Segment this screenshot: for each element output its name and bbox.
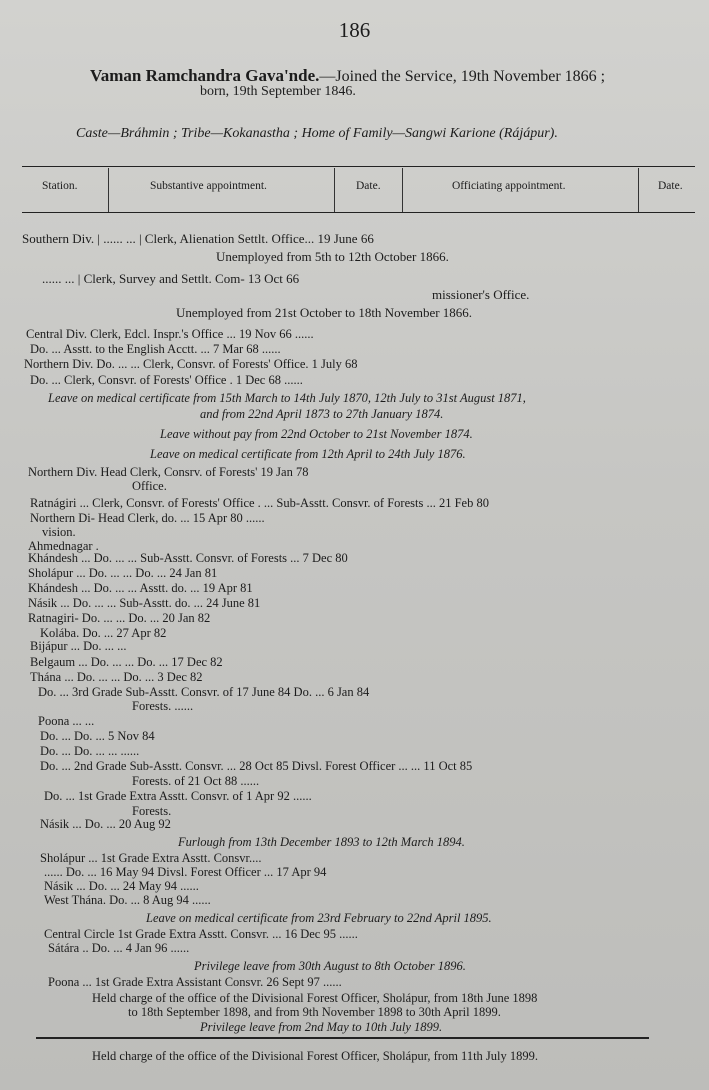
- record-line: Sholápur ... Do. ... ... Do. ... 24 Jan 81: [28, 566, 218, 580]
- record-line: Belgaum ... Do. ... ... Do. ... 17 Dec 82: [30, 655, 223, 669]
- column-divider: [108, 168, 109, 212]
- record-line: Násik ... Do. ... ... Sub-Asstt. do. ... 24 June 81: [28, 596, 261, 610]
- record-line: vision.: [42, 525, 76, 539]
- record-line: Central Circle 1st Grade Extra Asstt. Consvr. ... 16 Dec 95 ......: [44, 927, 358, 941]
- record-line: missioner's Office.: [432, 287, 530, 302]
- birth-text: born, 19th September 1846.: [200, 84, 356, 99]
- officer-name: Vaman Ramchandra Gava'nde.: [90, 66, 320, 85]
- table-bottom-rule: [36, 1037, 649, 1039]
- record-line: Do. ... Clerk, Consvr. of Forests' Office . 1 Dec 68 ......: [30, 373, 303, 387]
- column-divider: [334, 168, 335, 212]
- record-line: Khándesh ... Do. ... ... Sub-Asstt. Consvr. of Forests ... 7 Dec 80: [28, 551, 348, 565]
- record-line: Do. ... Do. ... ... ......: [40, 744, 140, 758]
- record-line: Ratnagiri- Do. ... ... Do. ... 20 Jan 82: [28, 611, 211, 625]
- record-line: Forests. of 21 Oct 88 ......: [132, 774, 260, 788]
- record-line: Unemployed from 21st October to 18th November 1866.: [176, 305, 473, 320]
- record-line: Khándesh ... Do. ... ... Asstt. do. ... 19 Apr 81: [28, 581, 253, 595]
- record-line: Sátára .. Do. ... 4 Jan 96 ......: [48, 941, 190, 955]
- record-line: Kolába. Do. ... 27 Apr 82: [40, 626, 167, 640]
- record-line: Office.: [132, 479, 167, 493]
- record-line: Central Div. Clerk, Edcl. Inspr.'s Office ... 19 Nov 66 ......: [26, 327, 314, 341]
- record-line: Unemployed from 5th to 12th October 1866.: [216, 249, 449, 264]
- table-top-rule: [22, 166, 695, 167]
- caste-line: Caste—Bráhmin ; Tribe—Kokanastha ; Home of Family—Sangwi Karione (Rájápur).: [76, 126, 558, 141]
- record-line: Ratnágiri ... Clerk, Consvr. of Forests' Office . ... Sub-Asstt. Consvr. of Forests ... 21 Feb 80: [30, 496, 489, 510]
- record-line: Bijápur ... Do. ... ...: [30, 639, 127, 653]
- record-line: Do. ... Do. ... 5 Nov 84: [40, 729, 155, 743]
- record-line: Northern Div. Do. ... ... Clerk, Consvr. of Forests' Office. 1 July 68: [24, 357, 358, 371]
- record-line: Thána ... Do. ... ... Do. ... 3 Dec 82: [30, 670, 203, 684]
- record-line: Ahmednagar .: [28, 539, 99, 553]
- record-line: Northern Di- Head Clerk, do. ... 15 Apr 80 ......: [30, 511, 265, 525]
- record-line: Násik ... Do. ... 20 Aug 92: [40, 817, 171, 831]
- record-line: Do. ... 2nd Grade Sub-Asstt. Consvr. ... 28 Oct 85 Divsl. Forest Officer ... ... 11 Oct 85: [40, 759, 473, 773]
- record-line: Do. ... Asstt. to the English Acctt. ... 7 Mar 68 ......: [30, 342, 281, 356]
- column-header-station: Station.: [42, 180, 78, 192]
- record-line: Held charge of the office of the Divisional Forest Officer, Sholápur, from 11th July 1899.: [92, 1049, 539, 1063]
- column-header-substantive: Substantive appointment.: [150, 180, 267, 192]
- record-line: Northern Div. Head Clerk, Consrv. of Forests' 19 Jan 78: [28, 465, 309, 479]
- record-line: Do. ... 1st Grade Extra Asstt. Consvr. of 1 Apr 92 ......: [44, 789, 312, 803]
- record-line: Southern Div. | ...... ... | Clerk, Alienation Settlt. Office... 19 June 66: [22, 231, 374, 246]
- column-header-date-2: Date.: [658, 180, 683, 192]
- record-line: Forests. ......: [132, 699, 194, 713]
- leave-note: Leave on medical certificate from 23rd February to 22nd April 1895.: [146, 911, 492, 925]
- officer-heading: [90, 66, 605, 86]
- column-divider: [402, 168, 403, 212]
- record-line: ...... Do. ... 16 May 94 Divsl. Forest Officer ... 17 Apr 94: [44, 865, 327, 879]
- service-text: —Joined the Service, 19th November 1866 ;: [319, 68, 606, 85]
- column-header-date: Date.: [356, 180, 381, 192]
- record-line: Forests.: [132, 804, 172, 818]
- table-header-rule: [22, 212, 695, 213]
- record-line: Held charge of the office of the Divisional Forest Officer, Sholápur, from 18th June 1898: [92, 991, 538, 1005]
- record-line: Sholápur ... 1st Grade Extra Asstt. Consvr....: [40, 851, 262, 865]
- page-number: 186: [338, 18, 371, 42]
- record-line: Do. ... 3rd Grade Sub-Asstt. Consvr. of 17 June 84 Do. ... 6 Jan 84: [38, 685, 370, 699]
- leave-note: and from 22nd April 1873 to 27th January 1874.: [200, 407, 444, 421]
- leave-note: Privilege leave from 30th August to 8th October 1896.: [194, 959, 466, 973]
- leave-note: Furlough from 13th December 1893 to 12th March 1894.: [178, 835, 465, 849]
- record-line: West Thána. Do. ... 8 Aug 94 ......: [44, 893, 211, 907]
- record-line: Poona ... ...: [38, 714, 95, 728]
- leave-note: Leave without pay from 22nd October to 21st November 1874.: [160, 427, 473, 441]
- record-line: Násik ... Do. ... 24 May 94 ......: [44, 879, 199, 893]
- column-header-officiating: Officiating appointment.: [452, 180, 566, 192]
- record-line: to 18th September 1898, and from 9th November 1898 to 30th April 1899.: [128, 1005, 501, 1019]
- leave-note: Leave on medical certificate from 12th April to 24th July 1876.: [150, 447, 466, 461]
- leave-note: Leave on medical certificate from 15th March to 14th July 1870, 12th July to 31st August 1871,: [48, 391, 526, 405]
- record-line: Poona ... 1st Grade Extra Assistant Consvr. 26 Sept 97 ......: [48, 975, 342, 989]
- leave-note: Privilege leave from 2nd May to 10th July 1899.: [200, 1020, 443, 1034]
- column-divider: [638, 168, 639, 212]
- record-line: ...... ... | Clerk, Survey and Settlt. Com- 13 Oct 66: [42, 271, 300, 286]
